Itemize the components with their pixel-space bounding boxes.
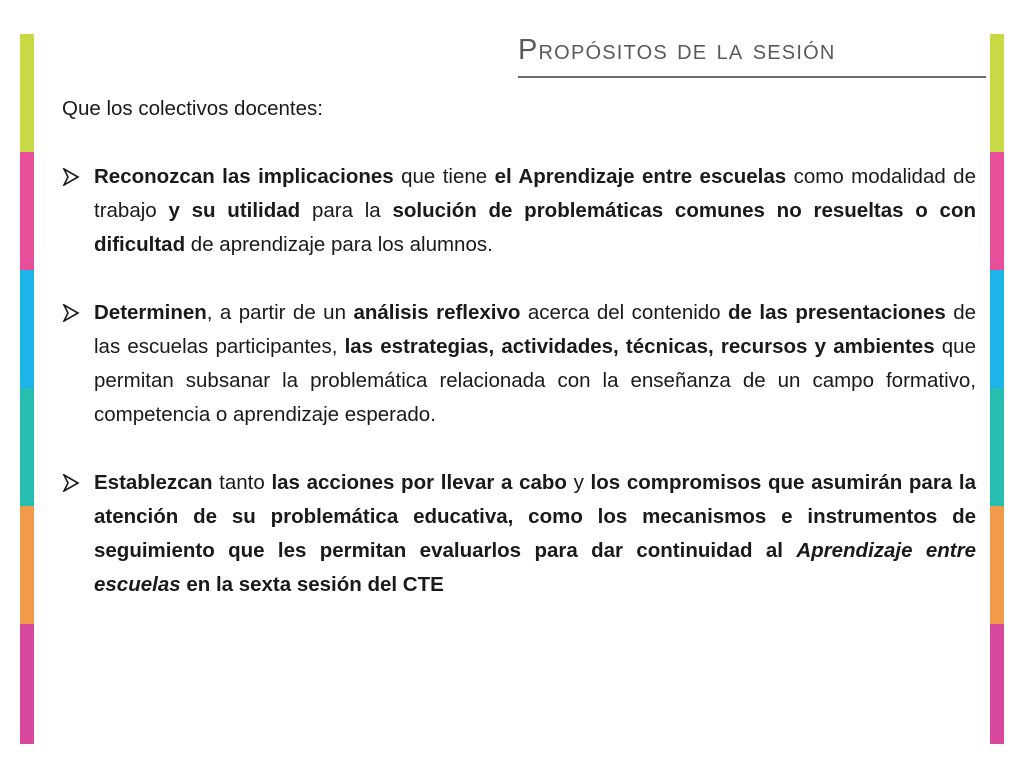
item-text: para la <box>300 199 393 222</box>
item-text-bold: Determinen <box>94 301 207 324</box>
item-text-bold: solución de problemáticas comunes no resueltas o con dificultad <box>94 199 976 256</box>
item-text-bold: los compromisos que asumirán para la atención de su problemática educativa, como los mecanismos e instrumentos de seguimiento que les permitan evaluarlos para dar continuidad al <box>94 471 976 562</box>
item-text-bold: análisis reflexivo <box>353 301 521 324</box>
item-text-bold: Reconozcan las implicaciones <box>94 165 394 188</box>
bar-segment-orange <box>990 506 1004 624</box>
item-text-bold: de las presentaciones <box>728 301 946 324</box>
item-text: y <box>566 471 591 494</box>
bar-segment-sky <box>990 270 1004 388</box>
arrow-bullet-icon <box>62 168 80 186</box>
right-color-bar <box>990 34 1004 744</box>
intro-text: Que los colectivos docentes: <box>62 97 323 120</box>
arrow-bullet-icon <box>62 304 80 322</box>
slide-body <box>62 92 976 636</box>
arrow-bullet-icon <box>62 474 80 492</box>
item-text: tanto <box>212 471 272 494</box>
item-text: acerca del contenido <box>520 301 729 324</box>
item-text-bold: las estrategias, actividades, técnicas, recursos y ambientes <box>344 335 935 358</box>
title-underline <box>518 76 986 78</box>
bar-segment-magenta <box>20 624 34 744</box>
item-text-bold: y su utilidad <box>168 199 301 222</box>
item-text: de aprendizaje para los alumnos. <box>185 233 493 256</box>
item-text: de las escuelas participantes, <box>94 301 977 358</box>
item-text: que permitan subsanar la problemática relacionada con la enseñanza de un campo formativo, competencia o aprendizaje esperado. <box>94 335 976 426</box>
bar-segment-teal <box>990 388 1004 506</box>
bar-segment-lime <box>990 34 1004 152</box>
bar-segment-magenta <box>990 624 1004 744</box>
list-item <box>62 466 976 602</box>
bar-segment-teal <box>20 388 34 506</box>
item-text-bold: en la sexta sesión del CTE <box>180 573 444 596</box>
slide-header <box>518 28 986 78</box>
bar-segment-pink <box>20 152 34 270</box>
item-text-bold-italic: Aprendizaje entre escuelas <box>94 539 976 596</box>
bar-segment-lime <box>20 34 34 152</box>
item-text: , a partir de un <box>206 301 354 324</box>
left-color-bar <box>20 34 34 744</box>
item-text-bold: Establezcan <box>94 471 213 494</box>
item-text-bold: el Aprendizaje entre escuelas <box>494 165 787 188</box>
slide-title: Propósitos de la sesión <box>518 34 836 66</box>
bar-segment-sky <box>20 270 34 388</box>
list-item <box>62 160 976 262</box>
item-text: que tiene <box>393 165 495 188</box>
list-item <box>62 296 976 432</box>
item-text: como modalidad de trabajo <box>94 165 976 222</box>
bar-segment-orange <box>20 506 34 624</box>
item-text-bold: las acciones por llevar a cabo <box>271 471 567 494</box>
bar-segment-pink <box>990 152 1004 270</box>
